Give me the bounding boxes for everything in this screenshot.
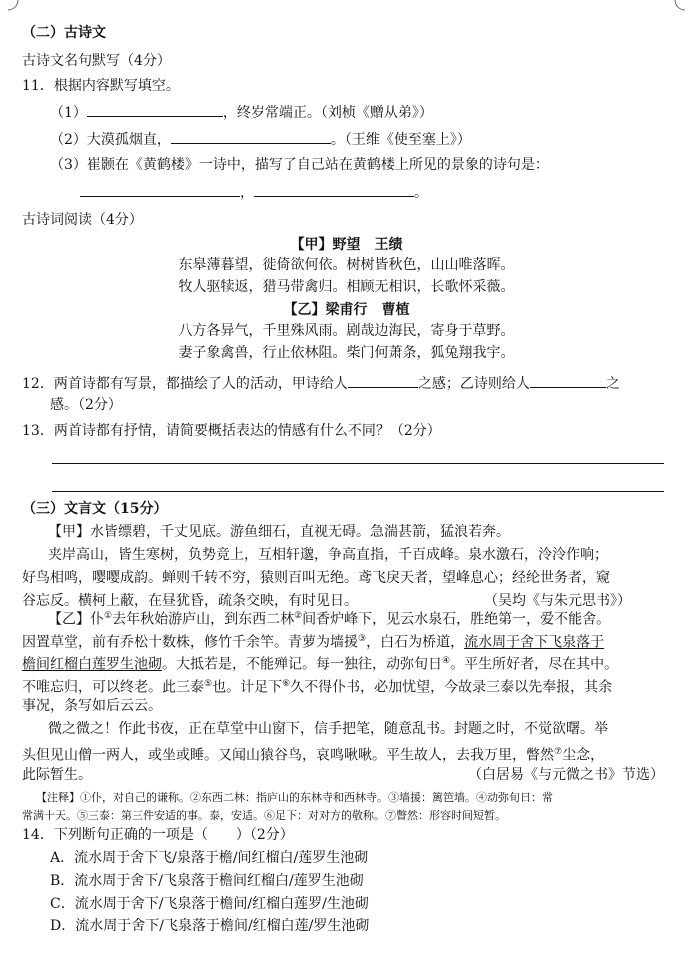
- note-marker: ⑤: [204, 679, 213, 689]
- underlined-sentence: 流水周于舍下飞泉落于: [464, 634, 605, 651]
- crop-mark-top-left: [8, 0, 20, 12]
- poem-1-line-1: 东皋薄暮望，徙倚欲何依。树树皆秋色，山山唯落晖。: [178, 257, 515, 273]
- passage-b-text: 头但见山僧一两人，或坐或睡。又闻山猿谷鸟，哀鸣啾啾。平生故人，去我万里，瞥然: [22, 747, 554, 764]
- annotation-line-1: 【注释】①仆，对自己的谦称。②东西二林：指庐山的东林寺和西林寺。③墙援：篱笆墙。④动弥旬日：常: [36, 791, 553, 804]
- passage-b-line-4: [22, 675, 612, 697]
- answer-blank[interactable]: [530, 374, 606, 388]
- poem-1-line-2: 牧人驱犊返，猎马带禽归。相顾无相识，长歌怀采薇。: [178, 279, 515, 295]
- question-12-continued: 感。（2分）: [50, 397, 122, 413]
- question-11-1-text: ，终岁常端正。（刘桢《赠从弟》）: [222, 105, 433, 121]
- note-marker: ⑥: [282, 679, 291, 689]
- question-11-3-answer-line: [80, 183, 428, 202]
- option-d[interactable]: D．流水周于舍下/飞泉落于檐间/红榴白莲/罗生池砌: [50, 918, 370, 934]
- note-marker: ⑦: [554, 747, 563, 757]
- passage-b-line-8: 此际暂生。: [22, 767, 92, 783]
- option-a[interactable]: A．流水周于舍下飞/泉落于檐/间红榴白/莲罗生池砌: [50, 850, 369, 866]
- section-title-classical-prose: （三）文言文（15分）: [22, 501, 168, 517]
- passage-b-text: 。大抵若是，不能殚记。每一独往，动弥旬日: [162, 656, 442, 673]
- passage-b-text: 去年秋始游庐山，到东西二林: [112, 611, 295, 628]
- section-title-classical-poetry: （二）古诗文: [22, 25, 106, 41]
- passage-b-text: 间香炉峰下，见云水泉石，胜绝第一，爱不能舍。: [302, 611, 611, 628]
- answer-blank[interactable]: [254, 183, 414, 197]
- question-12: [22, 374, 620, 393]
- annotation-line-2: 常满十天。⑤三泰：第三件安适的事。泰，安适。⑥足下：对对方的敬称。⑦瞥然：形容时间短暂。: [22, 809, 506, 822]
- option-b[interactable]: B．流水周于舍下/飞泉落于檐间红榴白/莲罗生池砌: [50, 873, 364, 889]
- passage-b-text: 久不得仆书，必加忧望，今故录三泰以先奉报，其余: [290, 679, 613, 696]
- passage-b-text: ，白石为桥道，: [366, 634, 465, 651]
- reading-heading: 古诗词阅读（4分）: [22, 212, 143, 228]
- question-12-text-a: 12．两首诗都有写景，都描绘了人的活动，甲诗给人: [22, 376, 348, 392]
- passage-b-text: 尘念，: [562, 747, 605, 764]
- comma: ，: [240, 185, 254, 201]
- question-11-1: [50, 103, 433, 122]
- passage-b-source: （白居易《与元微之书》节选）: [468, 767, 664, 783]
- question-13: 13．两首诗都有抒情，请简要概括表达的情感有什么不同？（2分）: [22, 423, 441, 439]
- passage-b-text: 也。计足下: [212, 679, 283, 696]
- poem-2-title: 【乙】梁甫行 曹植: [283, 302, 410, 318]
- answer-line[interactable]: [52, 491, 664, 492]
- passage-b-text: 不唯忘归，可以终老。此三泰: [22, 679, 204, 696]
- question-11-2: [50, 130, 471, 149]
- passage-b-text: 因置草堂，前有乔松十数株，修竹千余竿。青萝为墙援: [22, 634, 358, 651]
- passage-b-line-1: [48, 607, 610, 629]
- poem-2-line-2: 妻子象禽兽，行止依林阻。柴门何萧条，狐兔翔我宇。: [178, 345, 515, 361]
- passage-b-line-5: 事况，条写如后云云。: [22, 698, 162, 714]
- note-marker: ①: [104, 611, 113, 621]
- note-marker: ③: [358, 634, 367, 644]
- question-12-text-b: 之感；乙诗则给人: [417, 376, 530, 392]
- recite-heading: 古诗文名句默写（4分）: [22, 53, 171, 69]
- passage-a-line-3: 好鸟相鸣，嘤嘤成韵。蝉则千转不穷，猿则百叫无绝。鸢飞戾天者，望峰息心；经纶世务者，窥: [22, 570, 610, 586]
- poem-1-title: 【甲】野望 王绩: [290, 237, 403, 253]
- question-12-text-c: 之: [605, 376, 620, 392]
- passage-a-source: （吴均《与朱元思书》）: [484, 593, 631, 609]
- answer-blank[interactable]: [87, 103, 223, 117]
- question-11-1-number: （1）: [50, 105, 87, 121]
- passage-b-line-6: 微之微之！作此书夜，正在草堂中山窗下，信手把笔，随意乱书。封题之时，不觉欲曙。举: [48, 721, 608, 737]
- answer-blank[interactable]: [171, 130, 331, 144]
- note-marker: ②: [294, 611, 303, 621]
- answer-blank[interactable]: [348, 374, 418, 388]
- passage-a-line-2: 夹岸高山，皆生寒树，负势竞上，互相轩邈，争高直指，千百成峰。泉水激石，泠泠作响；: [48, 547, 608, 563]
- passage-b-line-7: [22, 743, 604, 765]
- passage-b-text: 【乙】仆: [48, 611, 104, 628]
- answer-blank[interactable]: [80, 183, 240, 197]
- passage-b-line-2: [22, 630, 604, 652]
- crop-mark-top-right: [673, 0, 685, 12]
- question-11: 11．根据内容默写填空。: [22, 78, 180, 94]
- passage-a-line-1: 【甲】水皆缥碧，千丈见底。游鱼细石，直视无碍。急湍甚箭，猛浪若奔。: [48, 524, 510, 540]
- question-11-2-tail: 。（王维《使至塞上》）: [330, 132, 471, 148]
- note-marker: ④: [442, 656, 451, 666]
- question-11-2-text: （2）大漠孤烟直，: [50, 132, 171, 148]
- question-14: 14．下列断句正确的一项是（ ）（2分）: [22, 827, 294, 843]
- passage-b-line-3: [22, 652, 618, 674]
- poem-2-line-1: 八方各异气，千里殊风雨。剧哉边海民，寄身于草野。: [178, 323, 515, 339]
- question-11-3: （3）崔颢在《黄鹤楼》一诗中，描写了自己站在黄鹤楼上所见的景象的诗句是：: [50, 157, 549, 173]
- passage-b-text: 。平生所好者，尽在其中。: [450, 656, 619, 673]
- passage-a-line-4: 谷忘反。横柯上蔽，在昼犹昏，疏条交映，有时见日。: [22, 593, 358, 609]
- option-c[interactable]: C．流水周于舍下/飞泉落于檐间/红榴白莲罗/生池砌: [50, 896, 369, 912]
- period: 。: [414, 185, 428, 201]
- underlined-sentence: 檐间红榴白莲罗生池砌: [22, 656, 162, 673]
- answer-line[interactable]: [52, 463, 664, 464]
